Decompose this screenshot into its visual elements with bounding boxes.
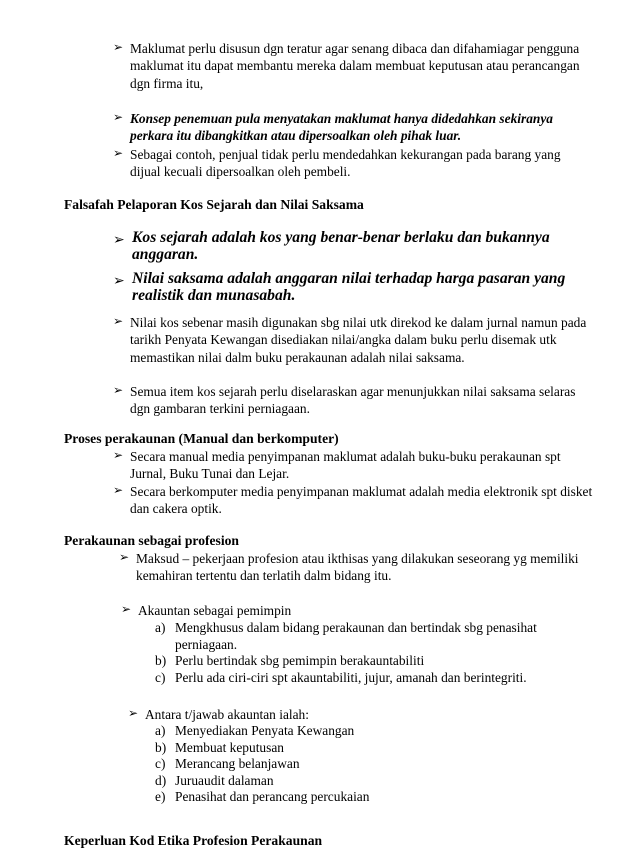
arrow-bullet-icon: ➢ [113,233,125,248]
list-marker: b) [155,653,167,669]
arrow-bullet-icon: ➢ [113,483,124,497]
list-text: Perlu ada ciri-ciri spt akauntabiliti, jujur, amanah dan berintegriti. [175,669,527,685]
bullet-text: Maklumat perlu disusun dgn teratur agar senang dibaca dan difahamiagar pengguna maklumat itu dapat membantu mereka dalam membuat keputusan atau perancangan dgn firma itu, [130,41,580,91]
section-heading: Falsafah Pelaporan Kos Sejarah dan Nilai Saksama [64,197,364,212]
bullet-text: Secara manual media penyimpanan maklumat adalah buku-buku perakaunan spt Jurnal, Buku Tunai dan Lejar. [130,449,561,482]
bullet-text: Sebagai contoh, penjual tidak perlu mendedahkan kekurangan pada barang yang dijual kecuali dipersoalkan oleh pembeli. [130,147,561,180]
akauntan-list [155,620,585,686]
list-item [155,723,585,740]
bullet-text: Nilai kos sebenar masih digunakan sbg nilai utk direkod ke dalam jurnal namun pada tarikh Penyata Kewangan disediakan nilai/angka dalam buku perlu disemak utk memastikan nilai dalm buku perakaunan adalah nilai saksama. [130,315,587,365]
list-item [155,789,585,806]
list-marker: a) [155,620,166,635]
bullet-item [113,40,593,92]
list-marker: a) [155,723,166,738]
bullet-item [121,602,591,619]
list-item [155,756,585,773]
list-item [155,620,585,653]
bullet-item [113,448,593,483]
list-text: Penasihat dan perancang percukaian [175,789,370,805]
list-marker: c) [155,756,166,772]
bullet-text: Antara t/jawab akauntan ialah: [145,707,309,722]
list-item [155,773,585,790]
bullet-text: Semua item kos sejarah perlu diselaraskan agar menunjukkan nilai saksama selaras dgn gambaran terkini perniagaan. [130,384,576,417]
list-text: Membuat keputusan [175,739,284,755]
list-text: Mengkhusus dalam bidang perakaunan dan bertindak sbg penasihat perniagaan. [175,620,537,652]
tjawab-list [155,723,585,806]
list-text: Merancang belanjawan [175,756,300,772]
bullet-text: Kos sejarah adalah kos yang benar-benar berlaku dan bukannya anggaran. [132,229,550,264]
section-heading: Perakaunan sebagai profesion [64,533,239,548]
arrow-bullet-icon: ➢ [128,706,139,720]
bullet-text: Konsep penemuan pula menyatakan maklumat hanya didedahkan sekiranya perkara itu dibangkitkan atau dipersoalkan oleh pihak luar. [130,111,553,144]
bullet-text: Secara berkomputer media penyimpanan maklumat adalah media elektronik spt disket dan cakera optik. [130,484,593,517]
bullet-item [113,314,593,366]
list-text: Juruaudit dalaman [175,772,274,788]
arrow-bullet-icon: ➢ [113,40,124,54]
arrow-bullet-icon: ➢ [113,146,124,160]
arrow-bullet-icon: ➢ [113,448,124,462]
list-text: Perlu bertindak sbg pemimpin berakauntabiliti [175,653,425,669]
bullet-item [113,483,593,518]
arrow-bullet-icon: ➢ [113,314,124,328]
bullet-item [113,383,593,418]
section-heading: Keperluan Kod Etika Profesion Perakaunan [64,833,323,848]
section-heading: Proses perakaunan (Manual dan berkomputer) [64,431,339,446]
bullet-text: Maksud – pekerjaan profesion atau ikthisas yang dilakukan seseorang yg memiliki kemahiran tertentu dan terlatih dalm bidang itu. [136,551,579,584]
list-item [155,653,585,670]
list-marker: e) [155,789,166,805]
arrow-bullet-icon: ➢ [121,602,132,616]
arrow-bullet-icon: ➢ [113,274,125,289]
bullet-item [113,270,593,305]
bullet-item [128,706,588,723]
list-item [155,670,585,687]
list-marker: b) [155,739,167,755]
bullet-item [113,229,593,264]
list-item [155,740,585,757]
arrow-bullet-icon: ➢ [119,550,130,564]
bullet-text: Akauntan sebagai pemimpin [138,603,292,618]
arrow-bullet-icon: ➢ [113,383,124,397]
bullet-item [113,110,593,145]
bullet-item [119,550,589,585]
list-text: Menyediakan Penyata Kewangan [175,723,355,738]
arrow-bullet-icon: ➢ [113,110,124,124]
list-marker: d) [155,772,167,788]
list-marker: c) [155,669,166,685]
bullet-text: Nilai saksama adalah anggaran nilai terhadap harga pasaran yang realistik dan munasabah. [132,270,566,305]
bullet-item [113,146,593,181]
